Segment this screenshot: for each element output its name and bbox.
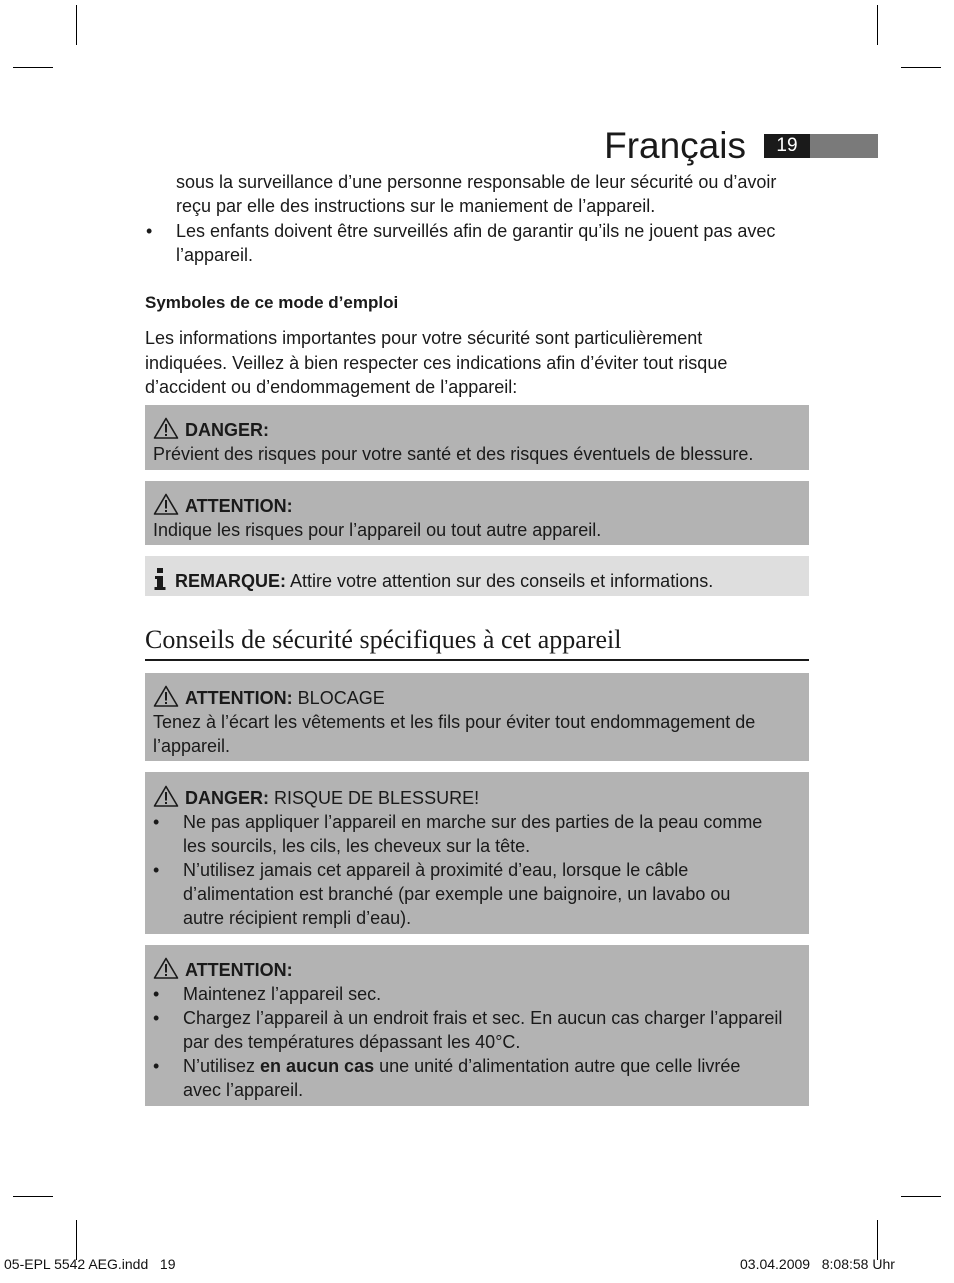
warning-triangle-icon xyxy=(153,493,179,515)
crop-mark xyxy=(13,67,53,68)
remarque-label: REMARQUE: xyxy=(175,571,286,591)
blocage-heading xyxy=(153,685,385,711)
danger-box xyxy=(145,405,809,470)
intro-line: reçu par elle des instructions sur le maniement de l’appareil. xyxy=(176,196,656,216)
footer-timestamp: 03.04.2009 8:08:58 Uhr xyxy=(740,1256,895,1272)
page-title: Français xyxy=(604,125,746,166)
blessure-label: DANGER: xyxy=(185,788,269,808)
intro-line: sous la surveillance d’une personne responsable de leur sécurité ou d’avoir xyxy=(176,172,777,192)
crop-mark xyxy=(76,1220,77,1260)
item3-bold: en aucun cas xyxy=(260,1056,375,1076)
crop-mark xyxy=(877,5,878,45)
list-item-line: d’alimentation est branché (par exemple une baignoire, un lavabo ou xyxy=(183,884,731,904)
attention2-box xyxy=(145,945,809,1106)
list-item-line: Maintenez l’appareil sec. xyxy=(183,984,382,1004)
intro-bullet-line: Les enfants doivent être surveillés afin de garantir qu’ils ne jouent pas avec xyxy=(176,221,776,241)
section-divider xyxy=(145,659,809,661)
crop-mark xyxy=(877,1220,878,1260)
remarque-line xyxy=(153,568,713,594)
remarque-text: Attire votre attention sur des conseils et informations. xyxy=(290,571,714,591)
section-title: Conseils de sécurité spécifiques à cet appareil xyxy=(145,625,622,654)
list-item-line: Ne pas appliquer l’appareil en marche sur des parties de la peau comme xyxy=(183,812,763,832)
remarque-box xyxy=(145,556,809,596)
symbols-paragraph-line: Les informations importantes pour votre sécurité sont particulièrement xyxy=(145,328,703,348)
attention2-heading xyxy=(153,957,293,983)
info-icon xyxy=(153,568,167,590)
list-item-line: les sourcils, les cils, les cheveux sur la tête. xyxy=(183,836,531,856)
list-item-line: avec l’appareil. xyxy=(183,1080,304,1100)
bullet: • xyxy=(153,860,160,880)
warning-triangle-icon xyxy=(153,957,179,979)
symbols-paragraph-line: d’accident ou d’endommagement de l’appareil: xyxy=(145,377,518,397)
header-bar xyxy=(810,134,878,158)
blocage-box xyxy=(145,673,809,761)
page-number: 19 xyxy=(764,134,810,158)
blocage-label: ATTENTION: xyxy=(185,688,293,708)
item3-post: une unité d’alimentation autre que celle livrée xyxy=(379,1056,741,1076)
attention2-label: ATTENTION: xyxy=(185,960,293,980)
list-item-line: autre récipient rempli d’eau). xyxy=(183,908,412,928)
bullet: • xyxy=(146,221,153,241)
attention-heading xyxy=(153,493,293,519)
blocage-suffix: BLOCAGE xyxy=(297,688,385,708)
bullet: • xyxy=(153,812,160,832)
symbols-paragraph-line: indiquées. Veillez à bien respecter ces indications afin d’éviter tout risque xyxy=(145,353,728,373)
intro-bullet-line: l’appareil. xyxy=(176,245,254,265)
crop-mark xyxy=(901,1196,941,1197)
attention-box xyxy=(145,481,809,545)
blessure-box xyxy=(145,772,809,934)
blessure-suffix: RISQUE DE BLESSURE! xyxy=(274,788,480,808)
crop-mark xyxy=(76,5,77,45)
attention-text: Indique les risques pour l’appareil ou tout autre appareil. xyxy=(153,520,602,540)
footer-file-info: 05-EPL 5542 AEG.indd 19 xyxy=(4,1256,176,1272)
warning-triangle-icon xyxy=(153,685,179,707)
crop-mark xyxy=(901,67,941,68)
danger-heading xyxy=(153,417,269,443)
list-item-line xyxy=(183,1054,740,1079)
attention-label: ATTENTION: xyxy=(185,496,293,516)
list-item-line: Chargez l’appareil à un endroit frais et sec. En aucun cas charger l’appareil xyxy=(183,1008,783,1028)
crop-mark xyxy=(13,1196,53,1197)
blocage-text-line: l’appareil. xyxy=(153,736,231,756)
blocage-text-line: Tenez à l’écart les vêtements et les fils pour éviter tout endommagement de xyxy=(153,712,756,732)
danger-text: Prévient des risques pour votre santé et des risques éventuels de blessure. xyxy=(153,444,754,464)
warning-triangle-icon xyxy=(153,785,179,807)
bullet: • xyxy=(153,1056,160,1076)
list-item-line: N’utilisez jamais cet appareil à proximité d’eau, lorsque le câble xyxy=(183,860,689,880)
bullet: • xyxy=(153,984,160,1004)
warning-triangle-icon xyxy=(153,417,179,439)
symbols-heading: Symboles de ce mode d’emploi xyxy=(145,293,399,312)
item3-pre: N’utilisez xyxy=(183,1056,256,1076)
danger-label: DANGER: xyxy=(185,420,269,440)
list-item-line: par des températures dépassant les 40°C. xyxy=(183,1032,521,1052)
blessure-heading xyxy=(153,785,479,811)
bullet: • xyxy=(153,1008,160,1028)
